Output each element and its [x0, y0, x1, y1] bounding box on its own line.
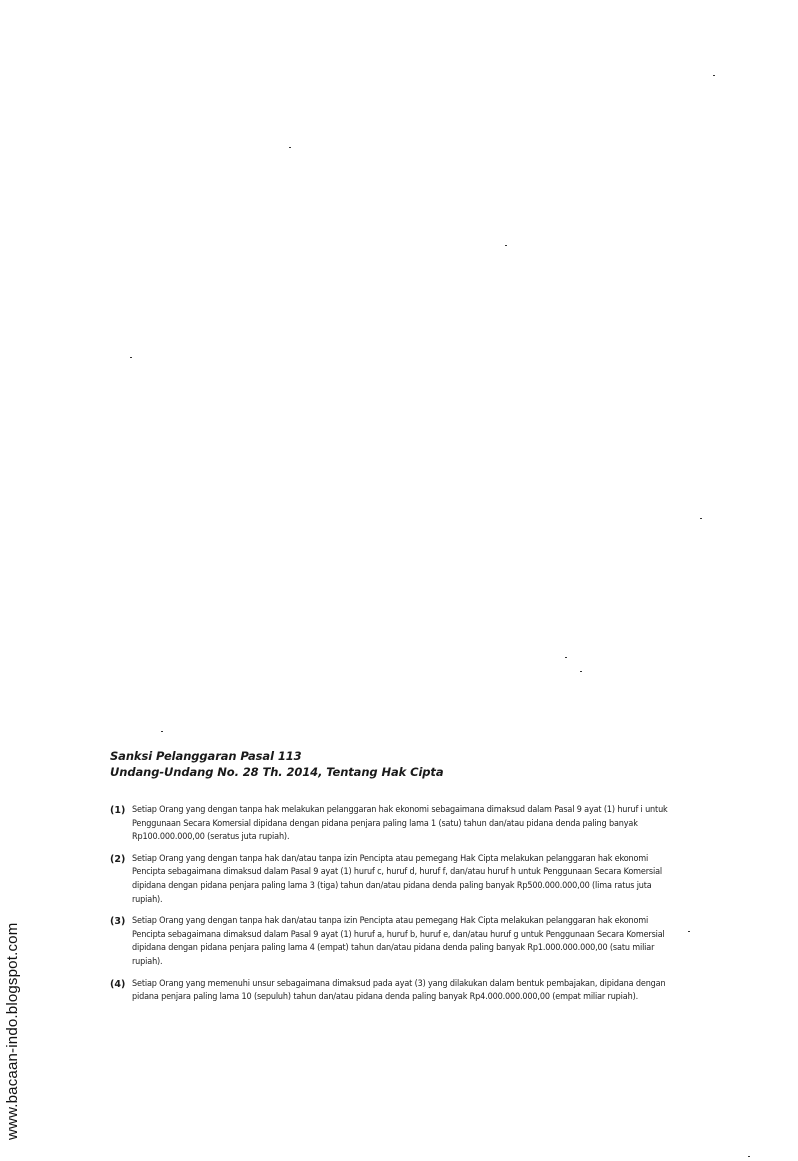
clause-item	[110, 915, 690, 969]
section-heading	[110, 748, 710, 780]
scan-speck	[713, 75, 715, 76]
clause-item	[110, 978, 690, 1005]
clause-text: Setiap Orang yang dengan tanpa hak dan/atau tanpa izin Pencipta atau pemegang Hak Cipta melakukan pelanggaran hak ekonomi Pencipta sebagaimana dimaksud dalam Pasal 9 ayat (1) huruf a, huruf b, huruf e, dan/atau huruf g untuk Penggunaan Secara Komersial dipidana dengan pidana penjara paling lama 4 (empat) tahun dan/atau pidana denda paling banyak Rp1.000.000.000,00 (satu miliar rupiah).	[132, 916, 665, 967]
scan-speck	[289, 147, 291, 148]
heading-title-line-1: Sanksi Pelanggaran Pasal 113	[110, 749, 302, 763]
scan-speck	[130, 357, 132, 358]
clause-number: (4)	[110, 978, 126, 990]
scan-speck	[565, 657, 567, 658]
clause-item	[110, 853, 690, 907]
clause-list	[110, 804, 690, 1013]
clause-number: (1)	[110, 805, 126, 816]
scan-speck	[580, 671, 582, 672]
heading-title-line-2: Undang-Undang No. 28 Th. 2014, Tentang Hak Cipta	[110, 765, 444, 779]
scan-speck	[700, 518, 702, 519]
clause-text: Setiap Orang yang memenuhi unsur sebagaimana dimaksud pada ayat (3) yang dilakukan dalam bentuk pembajakan, dipidana dengan pidana penjara paling lama 10 (sepuluh) tahun dan/atau pidana denda paling banyak Rp4.000.000.000,00 (empat miliar rupiah).	[132, 978, 666, 1003]
clause-number: (2)	[110, 853, 126, 865]
blog-watermark: www.bacaan-indo.blogspot.com	[4, 922, 21, 1140]
scan-speck	[505, 245, 507, 246]
clause-item	[110, 804, 690, 845]
clause-text: Setiap Orang yang dengan tanpa hak dan/atau tanpa izin Pencipta atau pemegang Hak Cipta melakukan pelanggaran hak ekonomi Pencipta sebagaimana dimaksud dalam Pasal 9 ayat (1) huruf c, huruf d, huruf f, dan/atau huruf h untuk Penggunaan Secara Komersial dipidana dengan pidana penjara paling lama 3 (tiga) tahun dan/atau pidana denda paling banyak Rp500.000.000,00 (lima ratus juta rupiah).	[132, 853, 663, 905]
clause-text: Setiap Orang yang dengan tanpa hak melakukan pelanggaran hak ekonomi sebagaimana dimaksud dalam Pasal 9 ayat (1) huruf i untuk Penggunaan Secara Komersial dipidana dengan pidana penjara paling lama 1 (satu) tahun dan/atau pidana denda paling banyak Rp100.000.000,00 (seratus juta rupiah).	[132, 805, 668, 843]
scan-speck	[748, 1156, 750, 1157]
scan-speck	[161, 731, 163, 732]
clause-number: (3)	[110, 916, 126, 928]
